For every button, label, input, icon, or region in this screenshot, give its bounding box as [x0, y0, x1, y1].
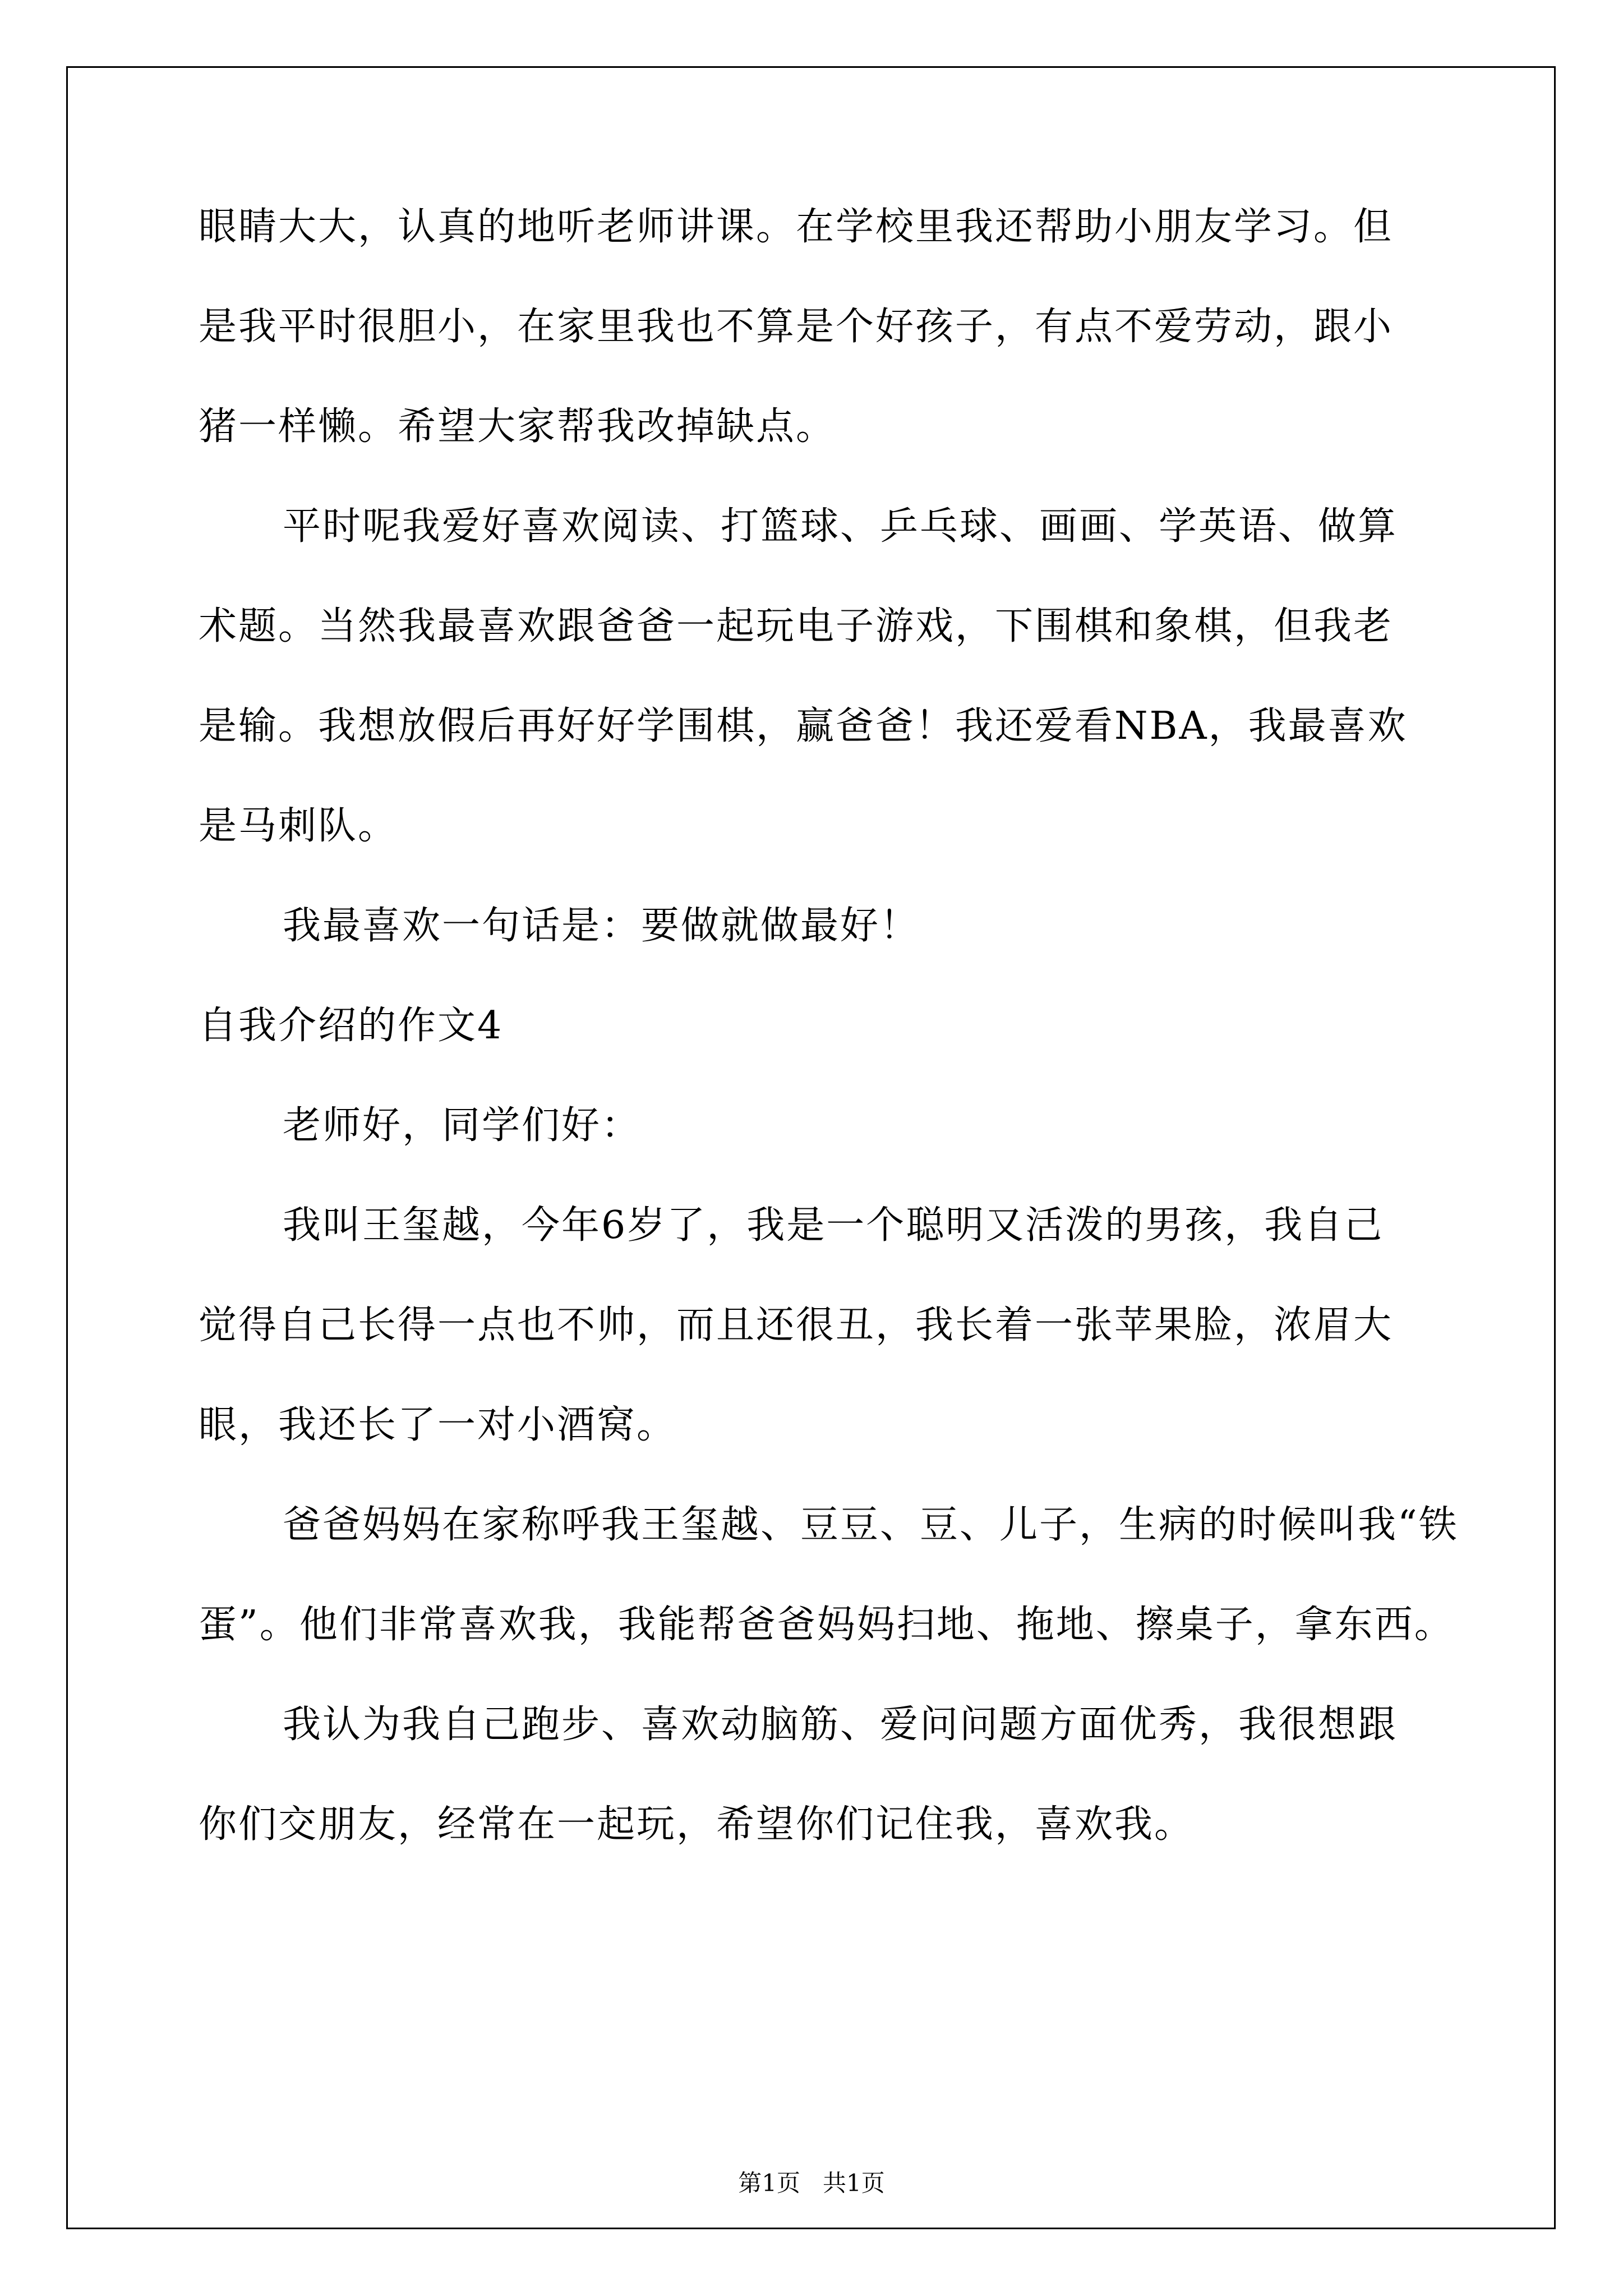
- paragraph-line: 猪一样懒。希望大家帮我改掉缺点。: [199, 404, 836, 449]
- document-body: [199, 202, 1459, 1850]
- paragraph-line: 眼睛大大，认真的地听老师讲课。在学校里我还帮助小朋友学习。但: [199, 205, 1394, 249]
- paragraph-line: 是输。我想放假后再好好学围棋，赢爸爸！我还爱看NBA，我最喜欢: [199, 704, 1408, 748]
- paragraph-line: 是马刺队。: [199, 804, 398, 848]
- section-heading: 自我介绍的作文4: [199, 1004, 504, 1048]
- paragraph-line: 我叫王玺越，今年6岁了，我是一个聪明又活泼的男孩，我自己: [283, 1203, 1384, 1248]
- paragraph-line: 眼，我还长了一对小酒窝。: [199, 1403, 677, 1447]
- paragraph-line: 平时呢我爱好喜欢阅读、打篮球、乒乓球、画画、学英语、做算: [283, 504, 1398, 549]
- paragraph-line: 老师好，同学们好：: [283, 1103, 642, 1148]
- paragraph-line: 我认为我自己跑步、喜欢动脑筋、爱问问题方面优秀，我很想跟: [283, 1703, 1398, 1747]
- paragraph-line: 我最喜欢一句话是：要做就做最好！: [283, 904, 920, 948]
- paragraph-line: 爸爸妈妈在家称呼我王玺越、豆豆、豆、儿子，生病的时候叫我“铁: [283, 1503, 1459, 1547]
- page-number-footer: 第1页 共1页: [738, 2169, 885, 2197]
- paragraph-line: 蛋”。他们非常喜欢我，我能帮爸爸妈妈扫地、拖地、擦桌子，拿东西。: [199, 1603, 1454, 1647]
- paragraph-line: 术题。当然我最喜欢跟爸爸一起玩电子游戏，下围棋和象棋，但我老: [199, 604, 1394, 648]
- paragraph-line: 觉得自己长得一点也不帅，而且还很丑，我长着一张苹果脸，浓眉大: [199, 1303, 1394, 1347]
- paragraph-line: 你们交朋友，经常在一起玩，希望你们记住我，喜欢我。: [199, 1802, 1195, 1847]
- paragraph-line: 是我平时很胆小，在家里我也不算是个好孩子，有点不爱劳动，跟小: [199, 305, 1394, 349]
